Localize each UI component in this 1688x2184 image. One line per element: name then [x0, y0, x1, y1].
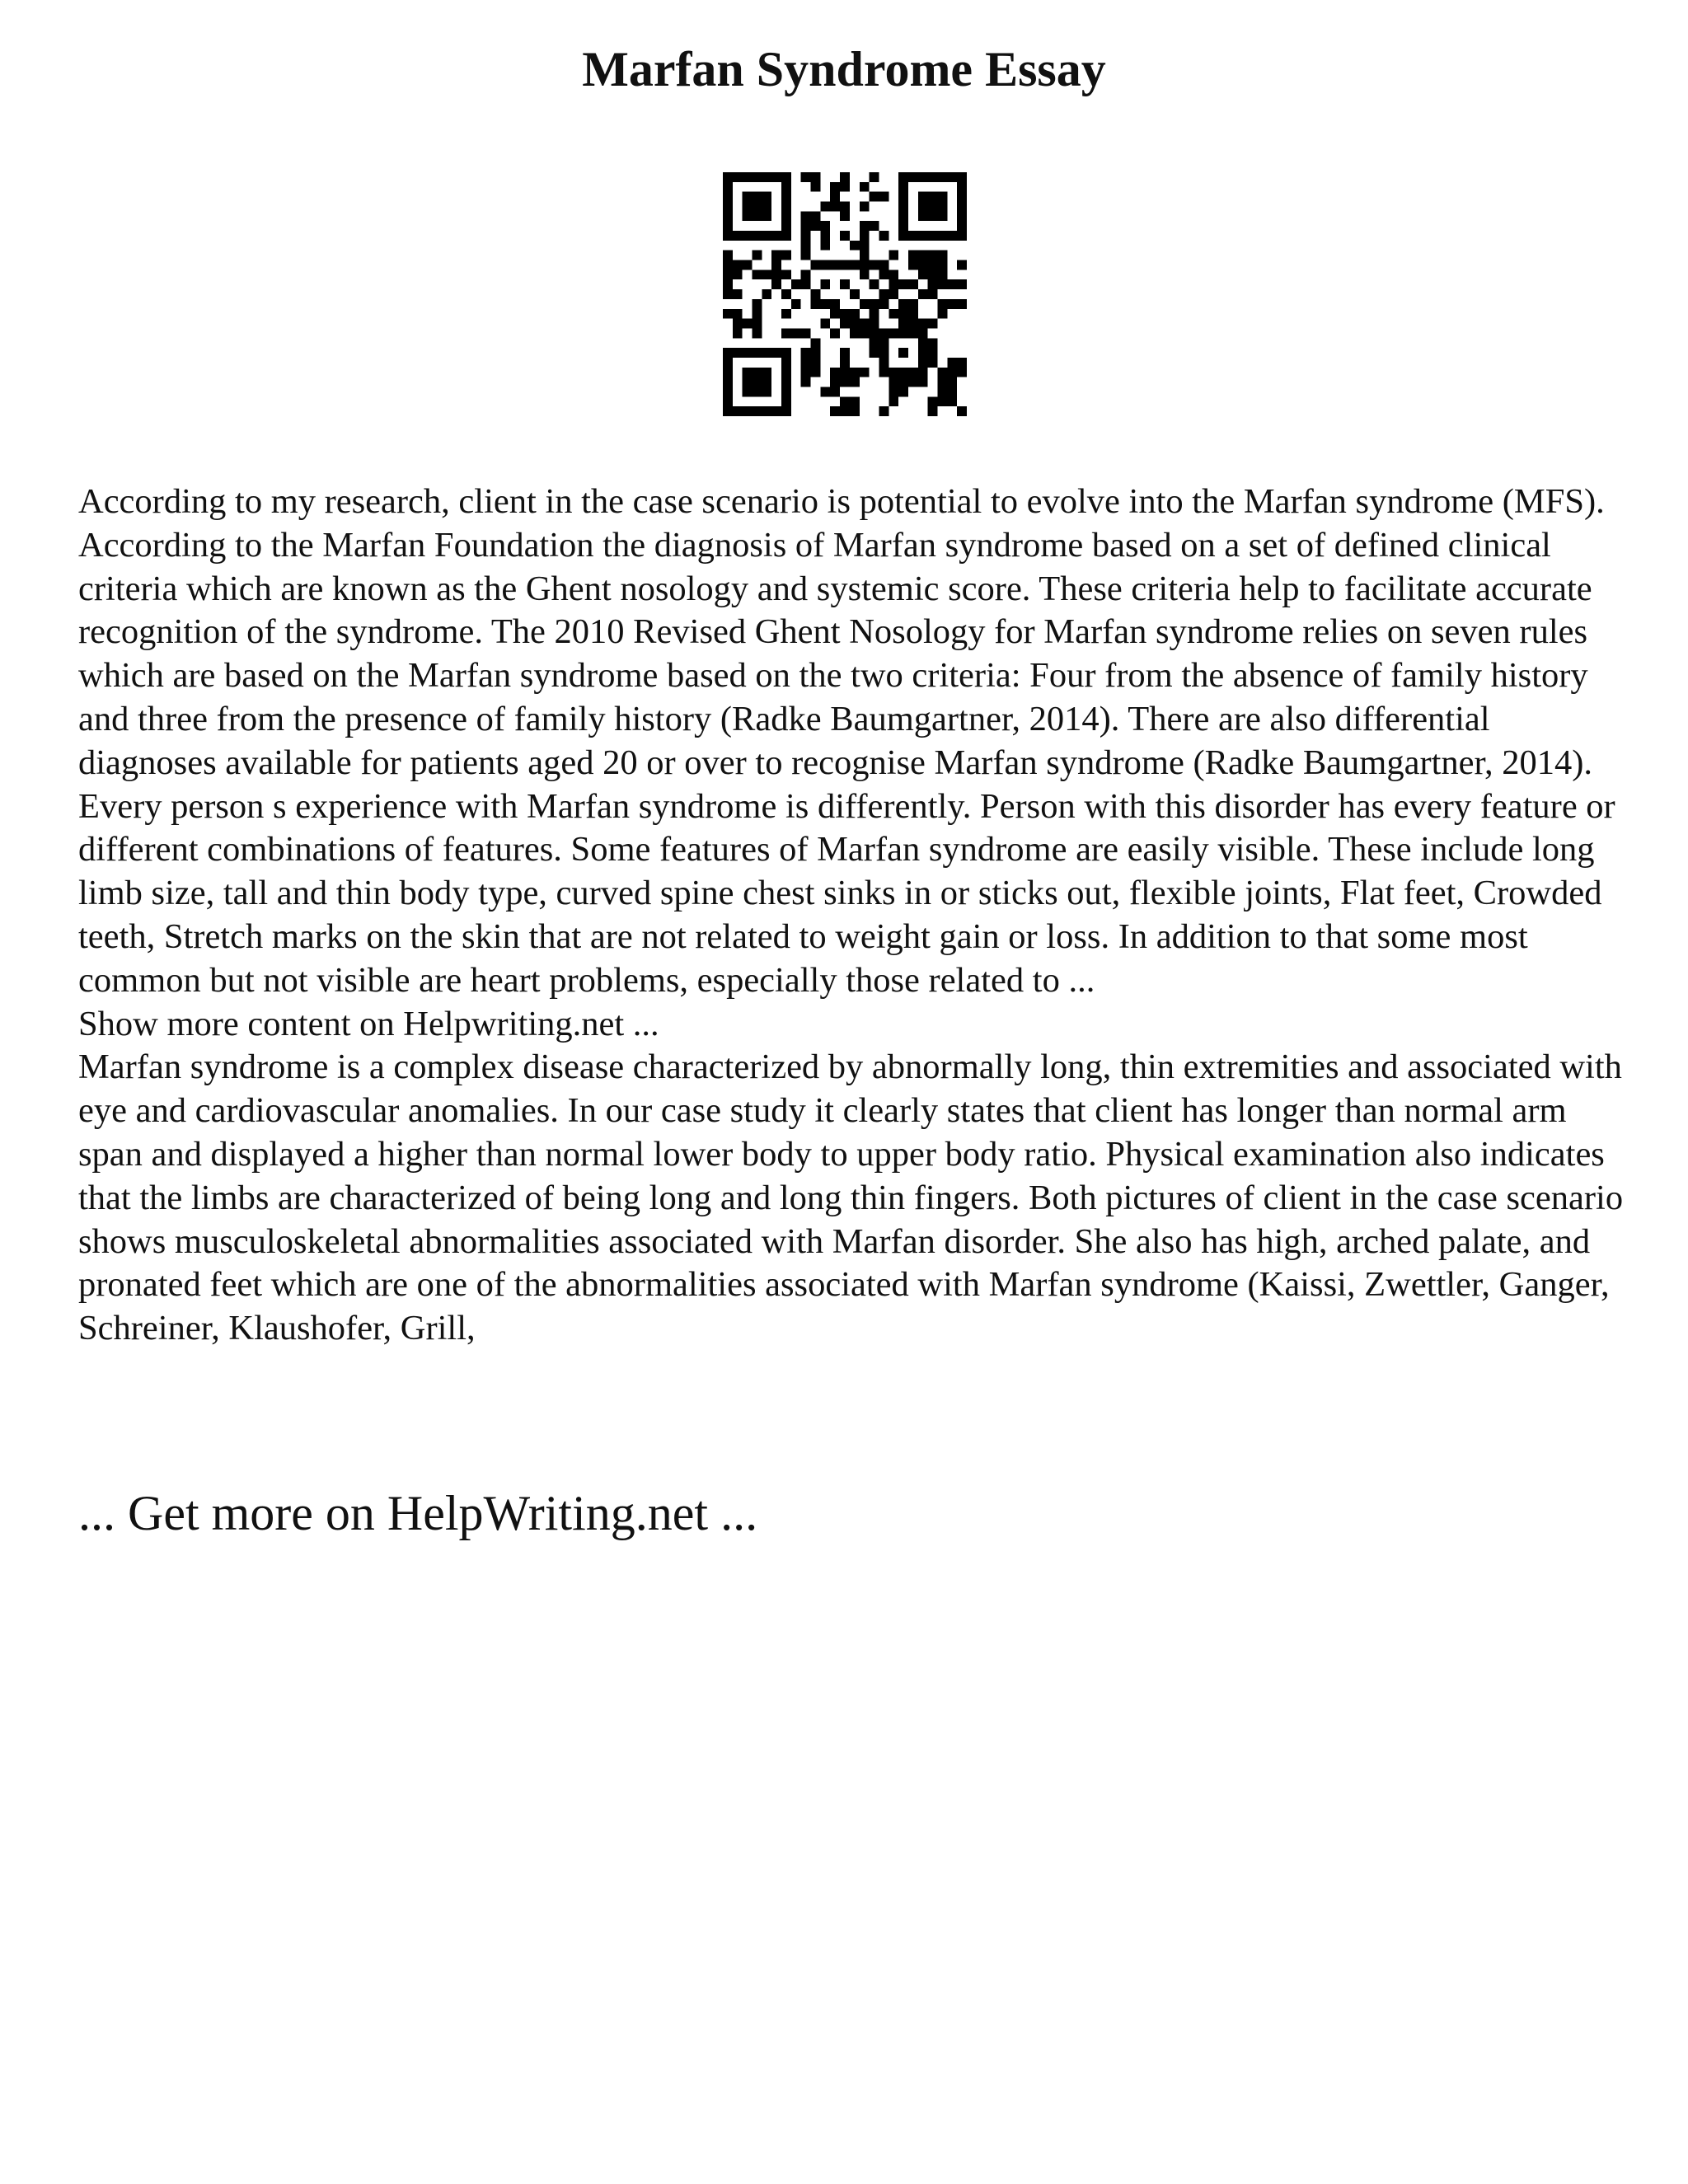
essay-body — [78, 480, 1628, 1351]
essay-paragraph: Every person s experience with Marfan syndrome is differently. Person with this disorder has every feature or different combinations of features. Some features of Marfan syndrome are easily visible. These include long limb size, tall and thin body type, curved spine chest sinks in or sticks out, flexible joints, Flat feet, Crowded teeth, Stretch marks on the skin that are not related to weight gain or loss. In addition to that some most common but not visible are heart problems, especially those related to ... — [78, 786, 1615, 1000]
get-more-link[interactable]: ... Get more on HelpWriting.net ... — [78, 1486, 758, 1540]
show-more-link[interactable]: Show more content on Helpwriting.net ... — [78, 1004, 659, 1043]
essay-paragraph: According to my research, client in the case scenario is potential to evolve into the Marfan syndrome (MFS). According to the Marfan Foundation the diagnosis of Marfan syndrome based on a set of defined clinical criteria which are known as the Ghent nosology and systemic score. These criteria help to facilitate accurate recognition of the syndrome. The 2010 Revised Ghent Nosology for Marfan syndrome relies on seven rules which are based on the Marfan syndrome based on the two criteria: Four from the absence of family history and three from the presence of family history (Radke Baumgartner, 2014). There are also differential diagnoses available for patients aged 20 or over to recognise Marfan syndrome (Radke Baumgartner, 2014). — [78, 482, 1605, 782]
page-title: Marfan Syndrome Essay — [582, 42, 1106, 96]
essay-paragraph: Marfan syndrome is a complex disease characterized by abnormally long, thin extremities and associated with eye and cardiovascular anomalies. In our case study it clearly states that client has longer than normal arm span and displayed a higher than normal lower body to upper body ratio. Physical examination also indicates that the limbs are characterized of being long and long thin fingers. Both pictures of client in the case scenario shows musculoskeletal abnormalities associated with Marfan disorder. She also has high, arched palate, and pronated feet which are one of the abnormalities associated with Marfan syndrome (Kaissi, Zwettler, Ganger, Schreiner, Klaushofer, Grill, — [78, 1047, 1624, 1348]
qr-code-icon — [723, 172, 967, 416]
